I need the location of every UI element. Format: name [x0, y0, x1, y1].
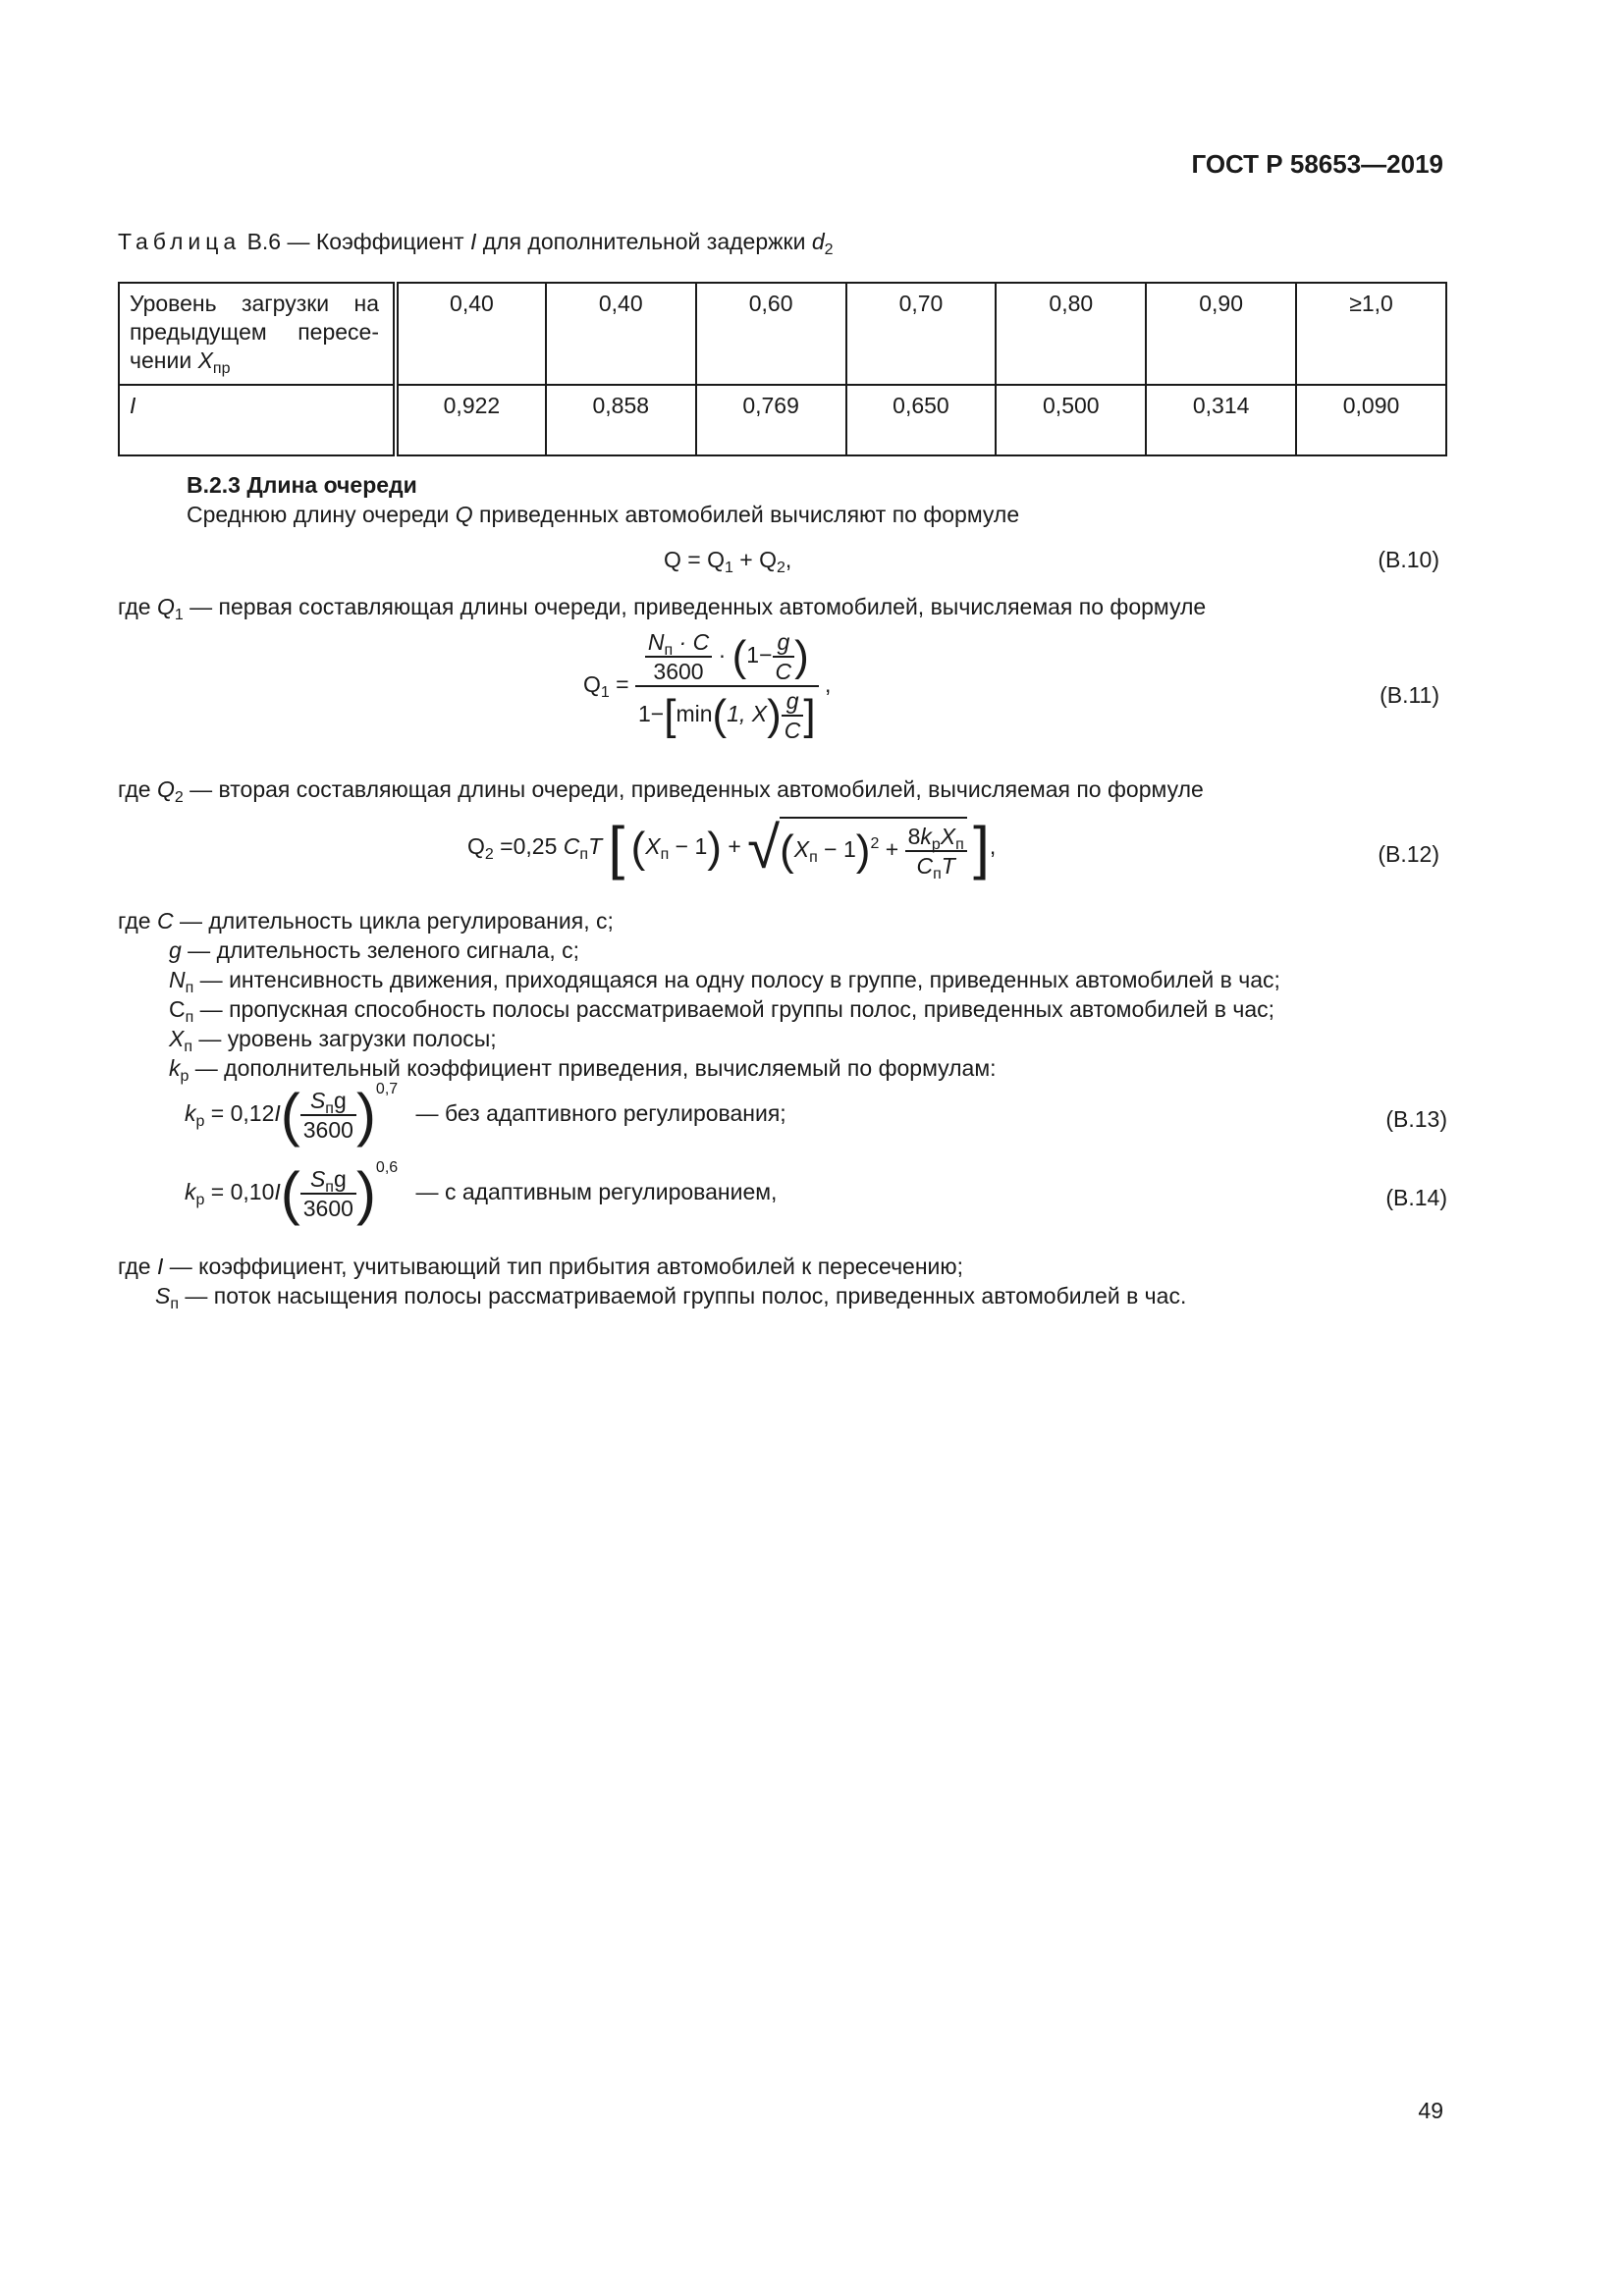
table-cell: 0,769	[696, 385, 846, 455]
table-cell: 0,40	[546, 283, 696, 385]
section-intro: Среднюю длину очереди Q приведенных автомобилей вычисляют по формуле	[187, 502, 1020, 527]
table-cell: 0,314	[1146, 385, 1296, 455]
document-standard-header: ГОСТ Р 58653—2019	[1191, 149, 1443, 179]
table-cell: 0,60	[696, 283, 846, 385]
definition-i: где I — коэффициент, учитывающий тип прибытия автомобилей к пересечению;	[118, 1254, 964, 1279]
table-row-label: I	[119, 385, 396, 455]
definition-n: $N_п$ — интенсивность движения, приходящаяся на одну полосу в группе, приведенных автомобилей в час;	[169, 967, 1280, 996]
table-cell: 0,650	[846, 385, 997, 455]
definition-k: $k_р$ — дополнительный коэффициент приведения, вычисляемый по формулам:	[169, 1055, 997, 1085]
formula-number: (В.13)	[1385, 1106, 1447, 1132]
formula-number: (В.11)	[1380, 682, 1439, 708]
table-cell: 0,500	[996, 385, 1146, 455]
q1-definition: где $Q_1$ — первая составляющая длины очереди, приведенных автомобилей, вычисляемая по формуле	[118, 594, 1207, 623]
formula-number: (В.12)	[1378, 841, 1439, 867]
definition-c-cap: $С_п$ — пропускная способность полосы рассматриваемой группы полос, приведенных автомобилей в час;	[169, 996, 1274, 1026]
section-heading: В.2.3 Длина очереди	[187, 472, 417, 498]
table-row-coefficient	[119, 385, 1446, 455]
fraction: $\frac{N_п \cdot C}{3600}$ · (1− $\frac{g}{C}$ ) 1−[min(1, X) $\frac{g}{C}$ ]	[635, 628, 819, 744]
table-row-label: Уровень загрузки на предыдущем пересе-чении $X_{пр}$	[119, 283, 396, 385]
formula-b11: $Q_1$ = $\frac{N_п \cdot C}{3600}$ · (1− $\frac{g}{C}$ ) 1−[min(1, X) $\frac{g}{C}$ ] ,	[583, 629, 832, 743]
table-row-load-level	[119, 283, 1446, 385]
coefficient-table	[118, 282, 1447, 456]
table-caption-prefix: Таблица	[118, 229, 242, 254]
formula-number: (В.10)	[1378, 547, 1439, 572]
definition-x: $X_п$ — уровень загрузки полосы;	[169, 1026, 497, 1055]
sqrt-icon: √	[747, 815, 781, 881]
definition-g: g — длительность зеленого сигнала, с;	[169, 937, 580, 963]
table-cell: ≥1,0	[1296, 283, 1446, 385]
formula-number: (В.14)	[1385, 1185, 1447, 1210]
formula-b13: $k_p = 0,12I$( $\frac{S_пg}{3600}$ )$^{0,7}$ — без адаптивного регулирования;	[185, 1081, 786, 1148]
table-cell: 0,80	[996, 283, 1146, 385]
formula-b10: $Q = Q_1 + Q_2$,	[664, 547, 792, 576]
table-cell: 0,090	[1296, 385, 1446, 455]
formula-b14: $k_p = 0,10I$( $\frac{S_пg}{3600}$ )$^{0,6}$ — с адаптивным регулированием,	[185, 1159, 778, 1226]
table-caption: Таблица В.6 — Коэффициент I для дополнительной задержки $d_2$	[118, 229, 834, 258]
q2-definition: где $Q_2$ — вторая составляющая длины очереди, приведенных автомобилей, вычисляемая по формуле	[118, 776, 1204, 806]
table-cell: 0,70	[846, 283, 997, 385]
table-cell: 0,90	[1146, 283, 1296, 385]
table-cell: 0,922	[396, 385, 546, 455]
formula-b12: $Q_2 =0,25$ $C_пT$ [ $(X_п - 1) + √(X_п - 1)^2$ + $\frac{8k_рX_п}{C_пT}$ ],	[467, 815, 997, 882]
page-number: 49	[1418, 2098, 1443, 2123]
table-cell: 0,40	[396, 283, 546, 385]
table-cell: 0,858	[546, 385, 696, 455]
definition-s: $S_п$ — поток насыщения полосы рассматриваемой группы полос, приведенных автомобилей в час.	[155, 1283, 1187, 1312]
definition-c: где C — длительность цикла регулирования, с;	[118, 908, 614, 934]
